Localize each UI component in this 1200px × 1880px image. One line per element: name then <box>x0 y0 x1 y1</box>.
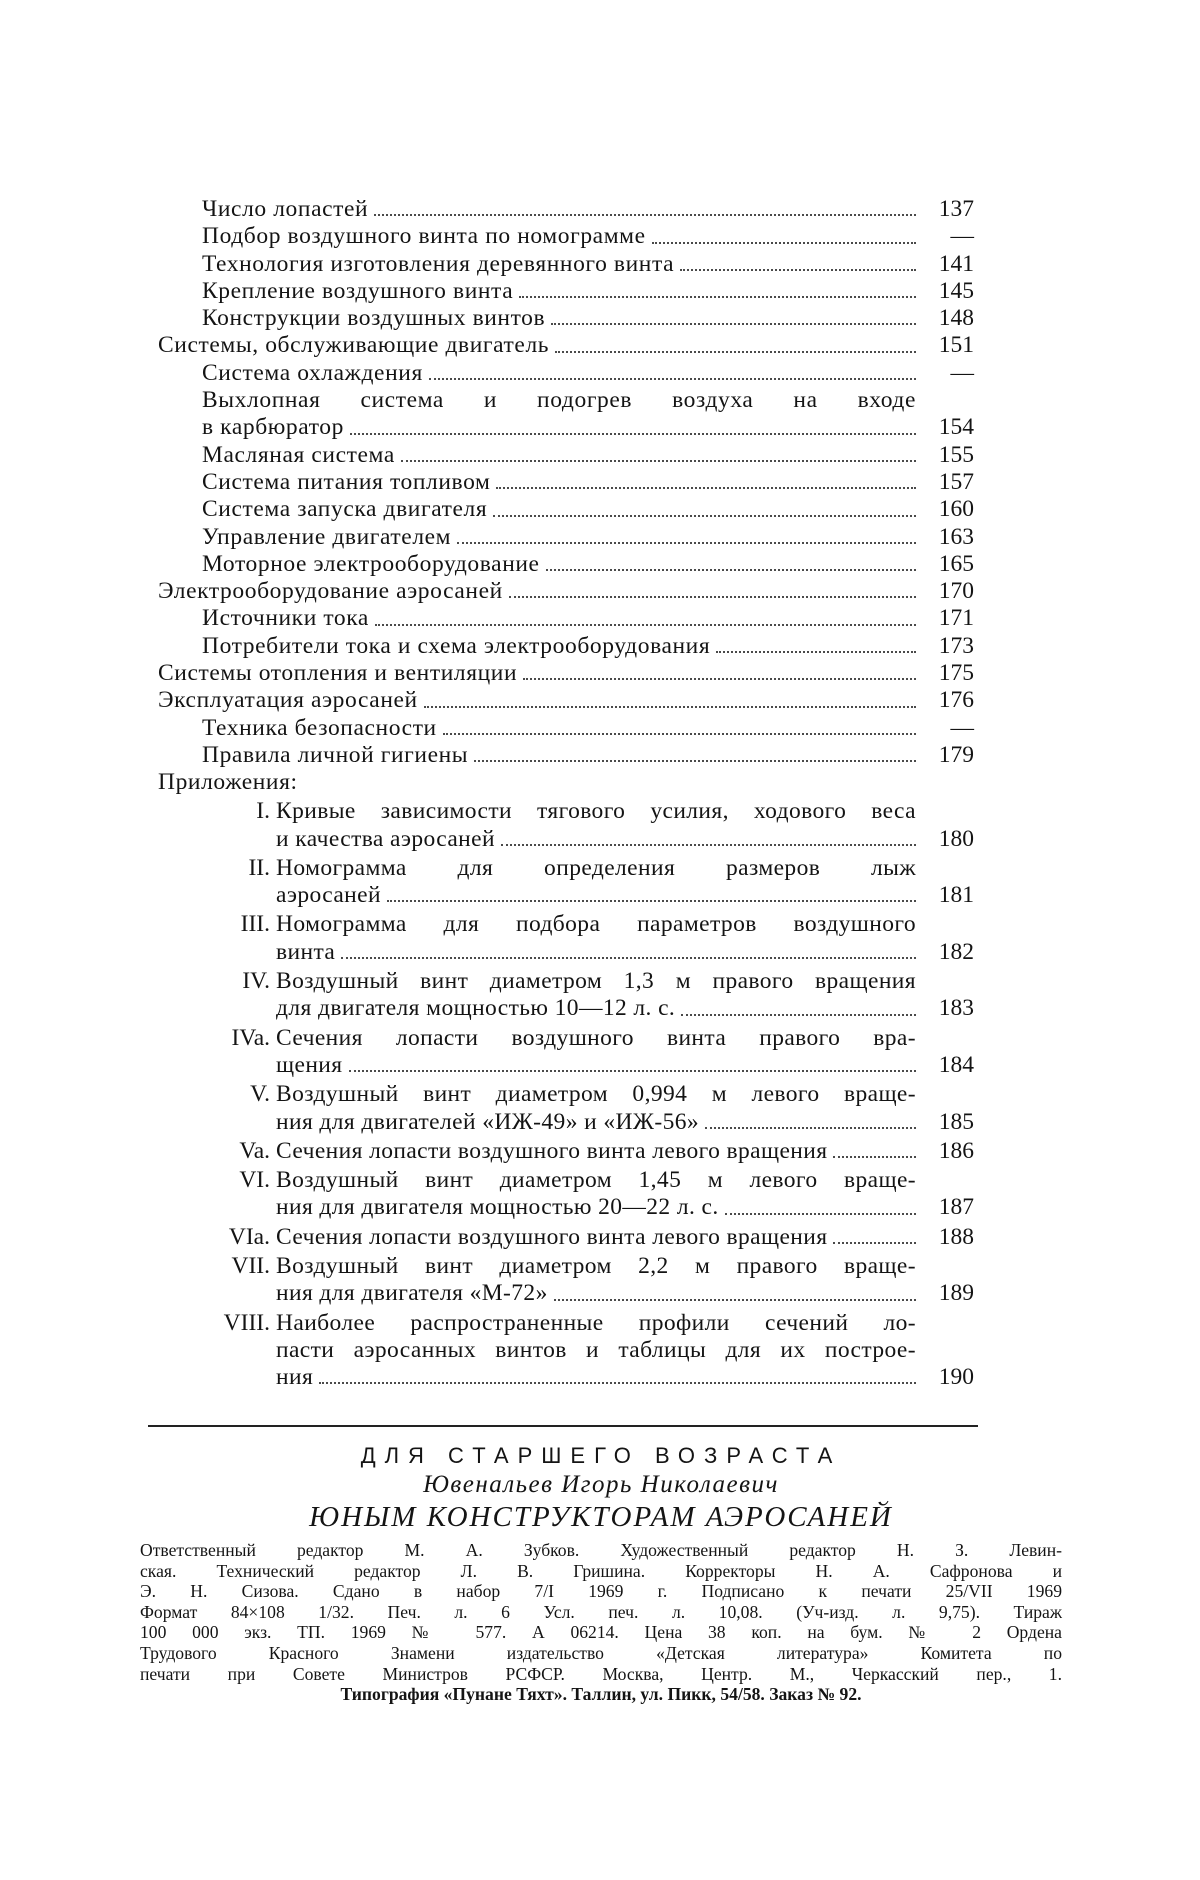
toc-entry-title: Системы, обслуживающие двигатель <box>158 332 555 359</box>
leader-dots <box>554 1299 916 1301</box>
toc-entry <box>158 633 974 660</box>
leader-dots <box>551 323 916 325</box>
appendix-title-line2: аэросаней <box>276 882 387 909</box>
book-title: ЮНЫМ КОНСТРУКТОРАМ АЭРОСАНЕЙ <box>140 1500 1062 1534</box>
toc-entry-title: Потребители тока и схема электрооборудования <box>202 633 716 660</box>
toc-entry <box>158 551 974 578</box>
leader-dots <box>401 460 916 462</box>
leader-dots <box>716 651 916 653</box>
leader-dots <box>457 542 916 544</box>
imprint-block <box>140 1442 1062 1705</box>
appendix-page: 189 <box>916 1280 974 1307</box>
toc-entry-page: 145 <box>916 278 974 305</box>
appendix-title-line2: для двигателя мощностью 10—12 л. с. <box>276 995 681 1022</box>
toc-entry-page: 173 <box>916 633 974 660</box>
appendix-title-line1: Кривые зависимости тягового усилия, ходового веса <box>276 798 974 825</box>
leader-dots <box>523 678 916 680</box>
toc-entry <box>158 278 974 305</box>
appendix-title-line2: ния для двигателя мощностью 20—22 л. с. <box>276 1194 725 1221</box>
toc-section <box>158 687 974 714</box>
toc-entry <box>158 442 974 469</box>
toc-entry-page: 175 <box>916 660 974 687</box>
toc-entry-page: 155 <box>916 442 974 469</box>
appendix-title: Сечения лопасти воздушного винта левого вращения <box>276 1138 833 1165</box>
appendix-entry <box>158 798 974 853</box>
leader-dots <box>652 242 916 244</box>
appendix-title-line1: Номограмма для определения размеров лыж <box>276 855 974 882</box>
credits-line: ская. Технический редактор Л. В. Гришина. Корректоры Н. А. Сафронова и <box>140 1561 1062 1582</box>
appendix-entry <box>158 1310 974 1392</box>
toc-entry-page: 170 <box>916 578 974 605</box>
appendix-title-line2: и качества аэросаней <box>276 826 501 853</box>
appendix-number: VIa. <box>158 1224 270 1251</box>
appendix-number: Va. <box>158 1138 270 1165</box>
leader-dots <box>387 900 916 902</box>
toc-entry-title: Источники тока <box>202 605 375 632</box>
appendix-title: Сечения лопасти воздушного винта левого вращения <box>276 1224 833 1251</box>
toc-entry-title: Число лопастей <box>202 196 374 223</box>
toc-entry <box>158 496 974 523</box>
appendix-page: 184 <box>916 1052 974 1079</box>
toc-entry-title: Управление двигателем <box>202 524 457 551</box>
appendix-number: IVa. <box>158 1025 270 1052</box>
appendix-entry <box>158 911 974 966</box>
toc-entry-page: — <box>916 360 974 387</box>
leader-dots <box>833 1156 916 1158</box>
toc-entry-page: 165 <box>916 551 974 578</box>
appendix-title-line2: ния <box>276 1364 319 1391</box>
appendix-entry <box>158 1025 974 1080</box>
appendix-title-line1: Воздушный винт диаметром 2,2 м правого враще- <box>276 1253 974 1280</box>
appendix-entry <box>158 1081 974 1136</box>
leader-dots <box>680 269 916 271</box>
toc-entry-title: Эксплуатация аэросаней <box>158 687 424 714</box>
toc-entry-page: 141 <box>916 251 974 278</box>
appendix-page: 185 <box>916 1109 974 1136</box>
appendix-title-line2: ния для двигателей «ИЖ-49» и «ИЖ-56» <box>276 1109 705 1136</box>
author-name: Ювенальев Игорь Николаевич <box>140 1470 1062 1500</box>
appendix-page: 187 <box>916 1194 974 1221</box>
leader-dots <box>705 1127 916 1129</box>
toc-entry <box>158 605 974 632</box>
leader-dots <box>546 569 916 571</box>
leader-dots <box>429 378 916 380</box>
leader-dots <box>725 1213 916 1215</box>
leader-dots <box>375 624 916 626</box>
appendix-number: III. <box>158 911 270 938</box>
appendix-number: I. <box>158 798 270 825</box>
toc-entry-title: Система охлаждения <box>202 360 429 387</box>
leader-dots <box>555 351 916 353</box>
leader-dots <box>374 214 916 216</box>
appendix-page: 183 <box>916 995 974 1022</box>
appendix-title-line1: Наиболее распространенные профили сечений ло- <box>276 1310 974 1337</box>
appendix-number: VI. <box>158 1167 270 1194</box>
toc-entry-page: 148 <box>916 305 974 332</box>
toc-entry-title: Технология изготовления деревянного винта <box>202 251 680 278</box>
leader-dots <box>474 760 916 762</box>
appendix-number: IV. <box>158 968 270 995</box>
toc-entry-title: Моторное электрооборудование <box>202 551 546 578</box>
appendix-entry <box>158 855 974 910</box>
toc-entry <box>158 196 974 223</box>
appendix-page: 190 <box>916 1364 974 1391</box>
leader-dots <box>681 1014 916 1016</box>
toc-section <box>158 578 974 605</box>
leader-dots <box>519 296 916 298</box>
toc-entry <box>158 469 974 496</box>
toc-section <box>158 660 974 687</box>
leader-dots <box>509 596 916 598</box>
leader-dots <box>833 1242 916 1244</box>
appendix-heading: Приложения: <box>158 769 974 798</box>
toc-entry-page: — <box>916 223 974 250</box>
toc-entry <box>158 305 974 332</box>
toc-entry-page: 137 <box>916 196 974 223</box>
leader-dots <box>349 1070 917 1072</box>
table-of-contents <box>158 196 974 1393</box>
leader-dots <box>319 1382 916 1384</box>
toc-entry-title: Системы отопления и вентиляции <box>158 660 523 687</box>
book-page <box>0 0 1200 1880</box>
appendix-title-line1: Воздушный винт диаметром 1,45 м левого враще- <box>276 1167 974 1194</box>
appendix-title-line2: винта <box>276 939 341 966</box>
appendix-title-line1: Воздушный винт диаметром 1,3 м правого вращения <box>276 968 974 995</box>
appendix-number: VII. <box>158 1253 270 1280</box>
toc-entry-page: — <box>916 715 974 742</box>
toc-section <box>158 332 974 359</box>
toc-entry-title-line2: в карбюратор <box>202 414 350 441</box>
toc-entry <box>158 360 974 387</box>
toc-entry-title: Конструкции воздушных винтов <box>202 305 551 332</box>
appendix-page: 180 <box>916 826 974 853</box>
toc-entry <box>158 524 974 551</box>
leader-dots <box>443 733 916 735</box>
age-series-label: ДЛЯ СТАРШЕГО ВОЗРАСТА <box>140 1442 1062 1470</box>
toc-entry-title: Правила личной гигиены <box>202 742 474 769</box>
appendix-title-line1: Воздушный винт диаметром 0,994 м левого враще- <box>276 1081 974 1108</box>
toc-entry-page: 157 <box>916 469 974 496</box>
appendix-number: VIII. <box>158 1310 270 1337</box>
appendix-entry <box>158 1224 974 1251</box>
appendix-number: II. <box>158 855 270 882</box>
toc-entry-title: Система питания топливом <box>202 469 496 496</box>
toc-entry-page: 160 <box>916 496 974 523</box>
leader-dots <box>496 487 916 489</box>
appendix-page: 181 <box>916 882 974 909</box>
toc-entry-page: 154 <box>916 414 974 441</box>
appendix-title-line1: Номограмма для подбора параметров воздушного <box>276 911 974 938</box>
toc-entry-page: 179 <box>916 742 974 769</box>
toc-entry-title: Система запуска двигателя <box>202 496 493 523</box>
toc-entry <box>158 251 974 278</box>
appendix-page: 182 <box>916 939 974 966</box>
toc-entry <box>158 715 974 742</box>
leader-dots <box>501 844 916 846</box>
toc-entry-title: Электрооборудование аэросаней <box>158 578 509 605</box>
divider-rule <box>148 1425 978 1427</box>
appendix-title-line1: Сечения лопасти воздушного винта правого вра- <box>276 1025 974 1052</box>
toc-entry-page: 151 <box>916 332 974 359</box>
toc-entry-title: Подбор воздушного винта по номограмме <box>202 223 652 250</box>
toc-entry <box>158 387 974 442</box>
appendix-entry <box>158 968 974 1023</box>
credits-line: печати при Совете Министров РСФСР. Москва, Центр. М., Черкасский пер., 1. <box>140 1664 1062 1685</box>
appendix-title-line1b: пасти аэросанных винтов и таблицы для их построе- <box>276 1337 974 1364</box>
credits-line: Э. Н. Сизова. Сдано в набор 7/I 1969 г. Подписано к печати 25/VII 1969 <box>140 1581 1062 1602</box>
toc-entry-page: 171 <box>916 605 974 632</box>
appendix-entry <box>158 1167 974 1222</box>
appendix-title-line2: ния для двигателя «М-72» <box>276 1280 554 1307</box>
credits-line: Ответственный редактор М. А. Зубков. Художественный редактор Н. З. Левин- <box>140 1540 1062 1561</box>
appendix-entry <box>158 1253 974 1308</box>
toc-entry-page: 163 <box>916 524 974 551</box>
appendix-page: 188 <box>916 1224 974 1251</box>
credits-line: Типография «Пунане Тяхт». Таллин, ул. Пикк, 54/58. Заказ № 92. <box>140 1684 1062 1705</box>
appendix-page: 186 <box>916 1138 974 1165</box>
appendix-title-line2: щения <box>276 1052 349 1079</box>
publication-credits <box>140 1540 1062 1705</box>
toc-entry <box>158 742 974 769</box>
leader-dots <box>341 957 916 959</box>
credits-line: Формат 84×108 1/32. Печ. л. 6 Усл. печ. л. 10,08. (Уч-изд. л. 9,75). Тираж <box>140 1602 1062 1623</box>
toc-entry-title-line1: Выхлопная система и подогрев воздуха на входе <box>202 387 974 414</box>
toc-entry <box>158 223 974 250</box>
toc-entry-title: Техника безопасности <box>202 715 443 742</box>
leader-dots <box>350 433 916 435</box>
appendix-entry <box>158 1138 974 1165</box>
appendix-number: V. <box>158 1081 270 1108</box>
credits-line: 100 000 экз. ТП. 1969 № 577. А 06214. Цена 38 коп. на бум. № 2 Ордена <box>140 1622 1062 1643</box>
toc-entry-title: Крепление воздушного винта <box>202 278 519 305</box>
credits-line: Трудового Красного Знамени издательство «Детская литература» Комитета по <box>140 1643 1062 1664</box>
toc-entry-page: 176 <box>916 687 974 714</box>
leader-dots <box>493 515 916 517</box>
toc-entry-title: Масляная система <box>202 442 401 469</box>
leader-dots <box>424 706 916 708</box>
